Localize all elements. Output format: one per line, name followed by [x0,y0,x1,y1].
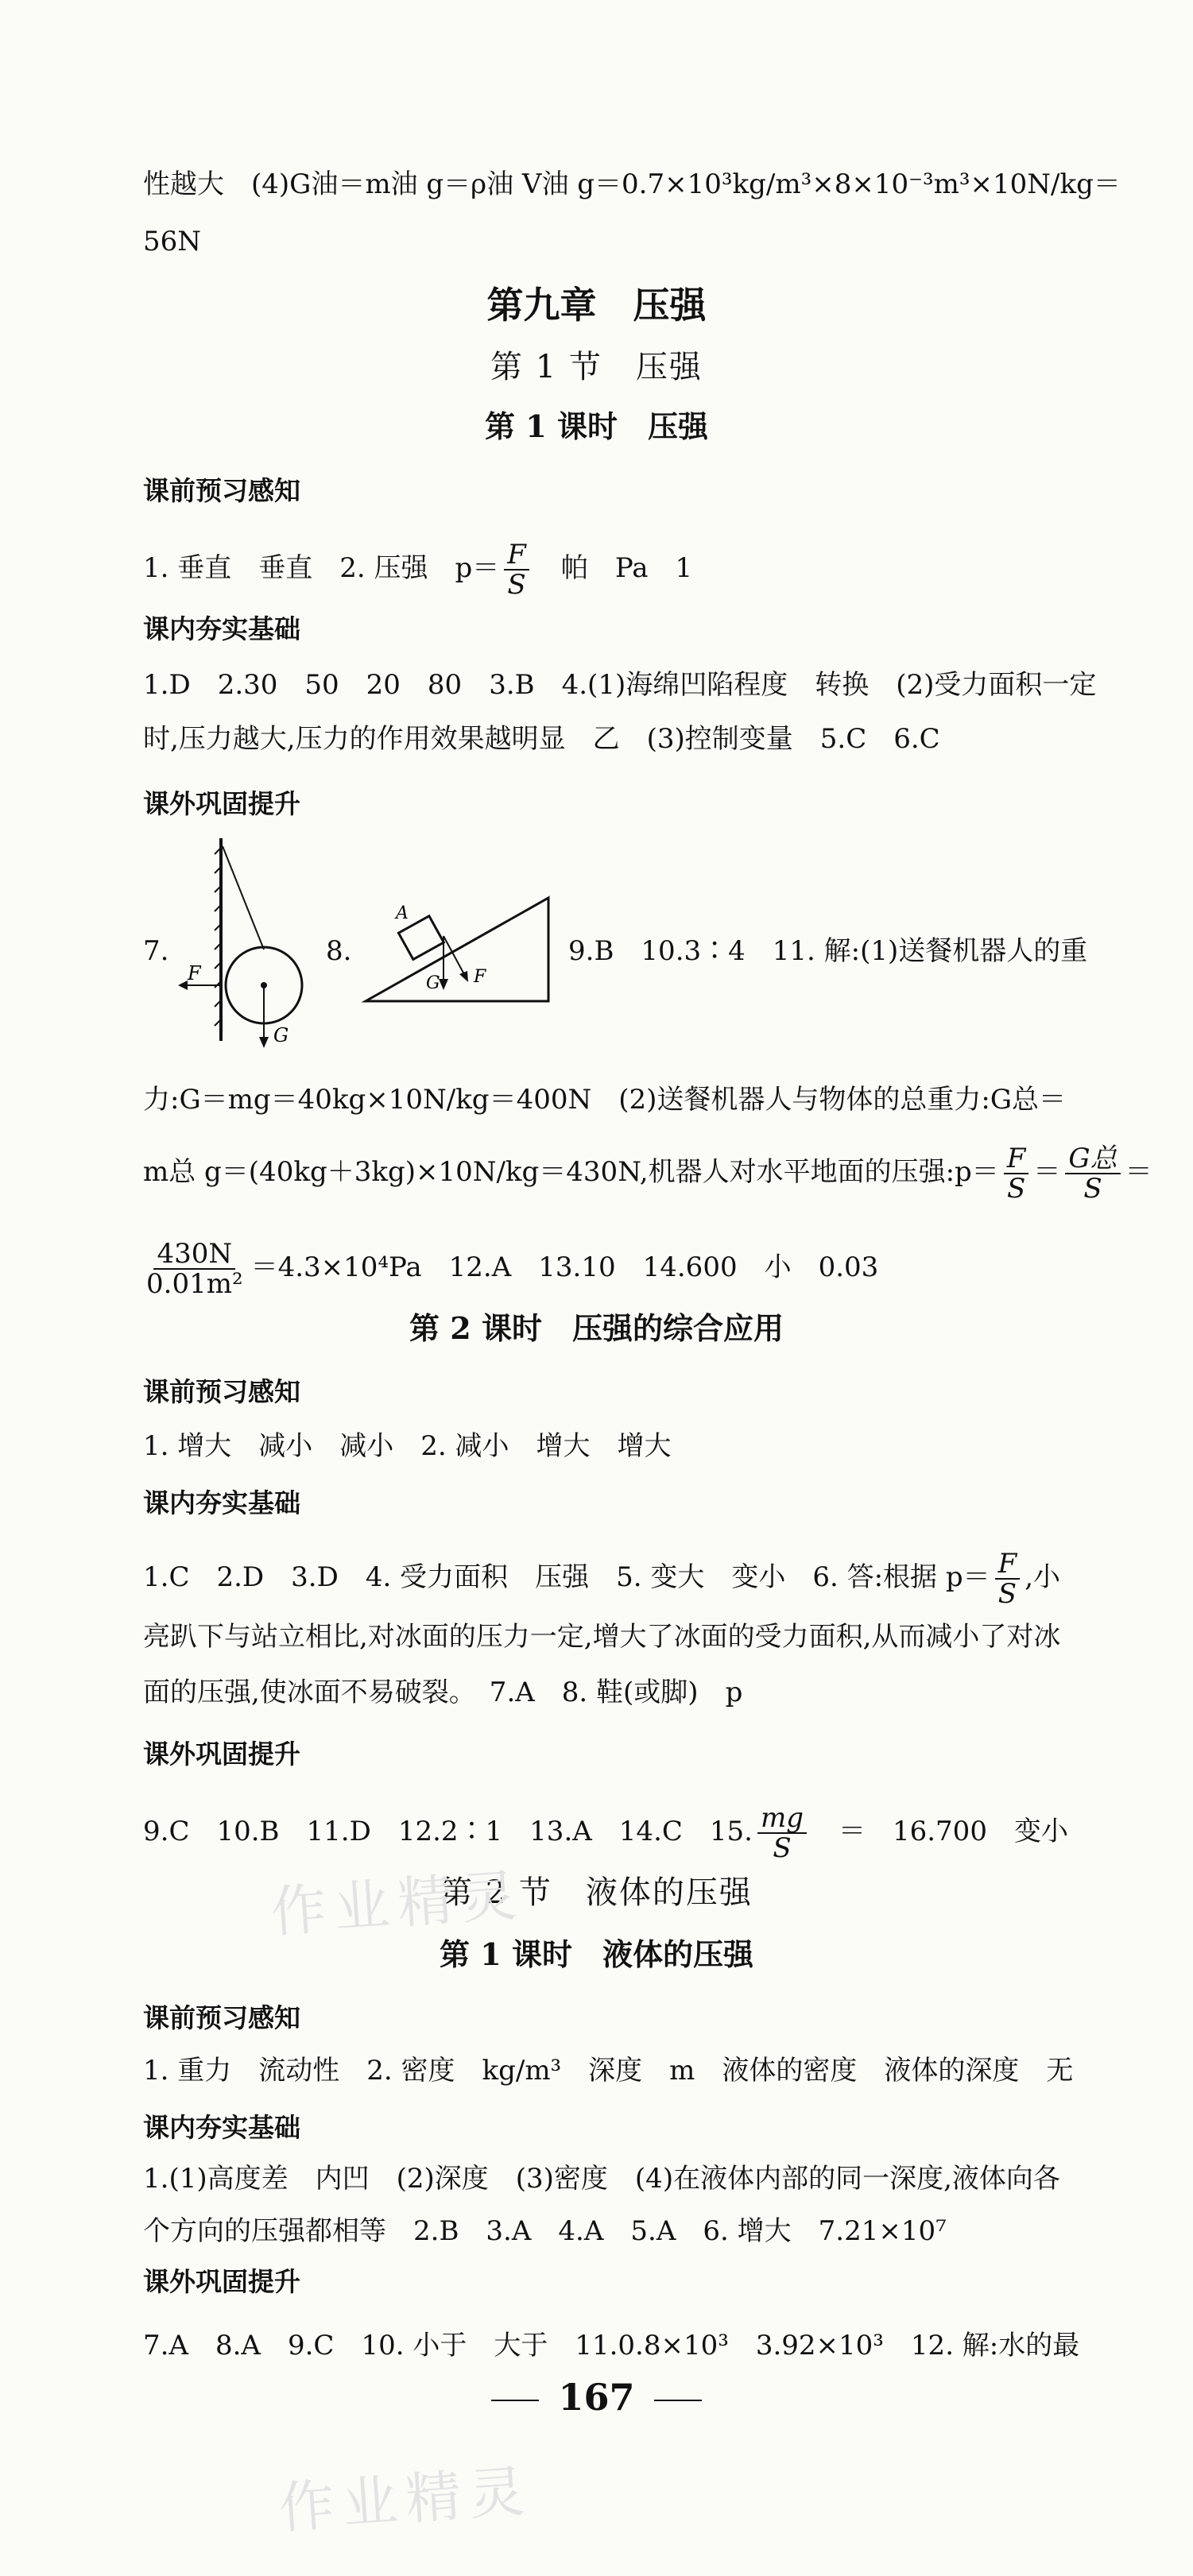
section-label: 课外巩固提升 [143,2266,300,2297]
watermark: 作业精灵 [276,2458,535,2542]
svg-text:A: A [396,903,409,923]
text-line: 9.C 10.B 11.D 12.2∶1 13.A 14.C 15. $\frac{mg}{S}$ ＝ 16.700 变小 [143,1802,1068,1864]
text-line: 1.D 2.30 50 20 80 3.B 4.(1)海绵凹陷程度 转换 (2)受力面积一定 [143,669,1097,701]
text-line: 时,压力越大,压力的作用效果越明显 乙 (3)控制变量 5.C 6.C [143,723,940,755]
question-number: 7. [143,935,169,967]
section-label: 课内夯实基础 [143,2112,300,2143]
section-title: 第 2 节 液体的压强 [440,1874,753,1911]
figure-7-wall-ball [175,838,310,1061]
section-label: 课外巩固提升 [143,788,300,819]
lesson-title: 第 2 课时 压强的综合应用 [409,1310,784,1346]
section-label: 课内夯实基础 [143,613,300,644]
svg-text:F: F [188,962,201,984]
text-line: 1.C 2.D 3.D 4. 受力面积 压强 5. 变大 变小 6. 答:根据 p＝ $\frac{F}{S}$ ,小 [143,1548,1061,1610]
fraction: $\frac{F}{S}$ [504,540,529,599]
text-line: 1. 垂直 垂直 2. 压强 p＝ $\frac{F}{S}$ 帕 Pa 1 [143,539,693,601]
text-line: 性越大 (4)G油＝m油 g＝ρ油 V油 g＝0.7×10³kg/m³×8×10⁻³m³×10N/kg＝ [143,168,1121,200]
text-line: 力:G＝mg＝40kg×10N/kg＝400N (2)送餐机器人与物体的总重力:G总＝ [143,1084,1066,1116]
text-line: m总 g＝(40kg＋3kg)×10N/kg＝430N,机器人对水平地面的压强:p＝ $\frac{F}{S}$ ＝ $\frac{\text{G总}}{S}$ ＝ [143,1143,1152,1205]
lesson-title: 第 1 课时 压强 [485,408,708,444]
section-label: 课前预习感知 [143,2002,300,2033]
text-line: 9.B 10.3∶4 11. 解:(1)送餐机器人的重 [568,935,1088,967]
lesson-title: 第 1 课时 液体的压强 [440,1936,753,1972]
question-number: 8. [326,935,352,967]
svg-text:F: F [474,967,486,987]
svg-text:G: G [426,973,440,993]
section-title: 第 1 节 压强 [490,349,703,385]
fraction: $\frac{mg}{S}$ [757,1804,807,1862]
text-line: 1.(1)高度差 内凹 (2)深度 (3)密度 (4)在液体内部的同一深度,液体向各 [143,2163,1060,2195]
section-label: 课外巩固提升 [143,1739,300,1770]
svg-text:G: G [273,1024,289,1046]
fraction: $\frac{F}{S}$ [1004,1144,1029,1203]
section-label: 课前预习感知 [143,475,300,506]
section-label: 课前预习感知 [143,1376,300,1407]
text-line: 1. 重力 流动性 2. 密度 kg/m³ 深度 m 液体的密度 液体的深度 无 [143,2055,1074,2087]
text-line: 个方向的压强都相等 2.B 3.A 4.A 5.A 6. 增大 7.21×10⁷ [143,2215,947,2247]
text-line: 面的压强,使冰面不易破裂。 7.A 8. 鞋(或脚) p [143,1677,743,1708]
figure-8-incline-block [358,882,556,1009]
text-line: 1. 增大 减小 减小 2. 减小 增大 增大 [143,1430,672,1462]
page-number: 167 [0,2376,1193,2419]
text-line: 亮趴下与站立相比,对冰面的压力一定,增大了冰面的受力面积,从而减小了对冰 [143,1621,1061,1653]
fraction: $\frac{F}{S}$ [995,1549,1021,1608]
fraction: $\frac{430N}{\text{0.01m²}}$ [146,1238,243,1300]
text-line: $\frac{430N}{\text{0.01m²}}$ ＝4.3×10⁴Pa 12.A 13.10 14.600 小 0.03 [143,1240,1137,1298]
text-line: 7.A 8.A 9.C 10. 小于 大于 11.0.8×10³ 3.92×10³ 12. 解:水的最 [143,2330,1080,2361]
section-label: 课内夯实基础 [143,1487,300,1518]
chapter-title: 第九章 压强 [486,284,707,327]
rope [223,846,264,950]
text-line: 56N [143,226,202,257]
incline [366,898,548,1001]
fraction: $\frac{\text{G总}}{S}$ [1065,1144,1120,1203]
watermark: 作业精灵 [268,1862,527,1946]
